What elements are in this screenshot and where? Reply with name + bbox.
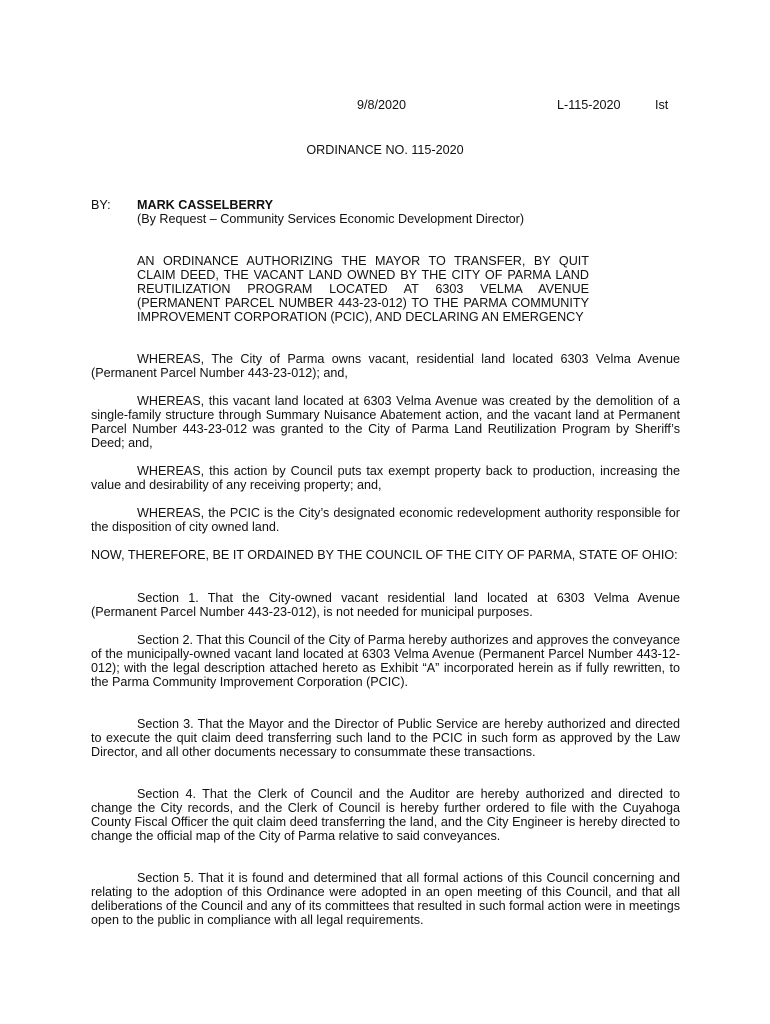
section-4: Section 4. That the Clerk of Council and the Auditor are hereby authorized and directed to change the City records, and the Clerk of Council is hereby further ordered to file with the Cuyahoga County Fiscal Officer the quit claim deed transferring the land, and the City Engineer is hereby directed to change the official map of the City of Parma relative to said conveyances.: [91, 787, 680, 843]
whereas-clause-1: WHEREAS, The City of Parma owns vacant, residential land located 6303 Velma Avenue (Permanent Parcel Number 443-23-012); and,: [91, 352, 680, 380]
legislation-code: L-115-2020: [557, 98, 621, 112]
ordinance-caption: AN ORDINANCE AUTHORIZING THE MAYOR TO TRANSFER, BY QUIT CLAIM DEED, THE VACANT LAND OWNED BY THE CITY OF PARMA LAND REUTILIZATION PROGRAM LOCATED AT 6303 VELMA AVENUE (PERMANENT PARCEL NUMBER 443-23-012) TO THE PARMA COMMUNITY IMPROVEMENT CORPORATION (PCIC), AND DECLARING AN EMERGENCY: [137, 254, 589, 324]
by-label: BY:: [91, 198, 111, 212]
sponsor-request: (By Request – Community Services Economic Development Director): [137, 212, 525, 226]
ordaining-clause: NOW, THEREFORE, BE IT ORDAINED BY THE COUNCIL OF THE CITY OF PARMA, STATE OF OHIO:: [91, 548, 678, 562]
header-date: 9/8/2020: [357, 98, 407, 112]
sponsor-name: MARK CASSELBERRY: [137, 198, 273, 212]
whereas-clause-4: WHEREAS, the PCIC is the City’s designated economic redevelopment authority responsible for the disposition of city owned land.: [91, 506, 680, 534]
section-2: Section 2. That this Council of the City of Parma hereby authorizes and approves the conveyance of the municipally-owned vacant land located at 6303 Velma Avenue (Permanent Parcel Number 443-12-012); with the legal description attached hereto as Exhibit “A” incorporated herein as if fully rewritten, to the Parma Community Improvement Corporation (PCIC).: [91, 633, 681, 689]
document-header: [0, 98, 770, 114]
section-1: Section 1. That the City-owned vacant residential land located at 6303 Velma Avenue (Permanent Parcel Number 443-23-012), is not needed for municipal purposes.: [91, 591, 680, 619]
ordinance-title: ORDINANCE NO. 115-2020: [306, 143, 464, 157]
reading-label: Ist: [655, 98, 669, 112]
section-5: Section 5. That it is found and determined that all formal actions of this Council concerning and relating to the adoption of this Ordinance were adopted in an open meeting of this Council, and that all deliberations of the Council and any of its committees that resulted in such formal action were in meetings open to the public in compliance with all legal requirements.: [91, 871, 680, 927]
whereas-clause-3: WHEREAS, this action by Council puts tax exempt property back to production, increasing the value and desirability of any receiving property; and,: [91, 464, 680, 492]
section-3: Section 3. That the Mayor and the Director of Public Service are hereby authorized and directed to execute the quit claim deed transferring such land to the PCIC in such form as approved by the Law Director, and all other documents necessary to consummate these transactions.: [91, 717, 680, 759]
whereas-clause-2: WHEREAS, this vacant land located at 6303 Velma Avenue was created by the demolition of a single-family structure through Summary Nuisance Abatement action, and the vacant land at Permanent Parcel Number 443-23-012 was granted to the City of Parma Land Reutilization Program by Sheriff’s Deed; and,: [91, 394, 680, 450]
